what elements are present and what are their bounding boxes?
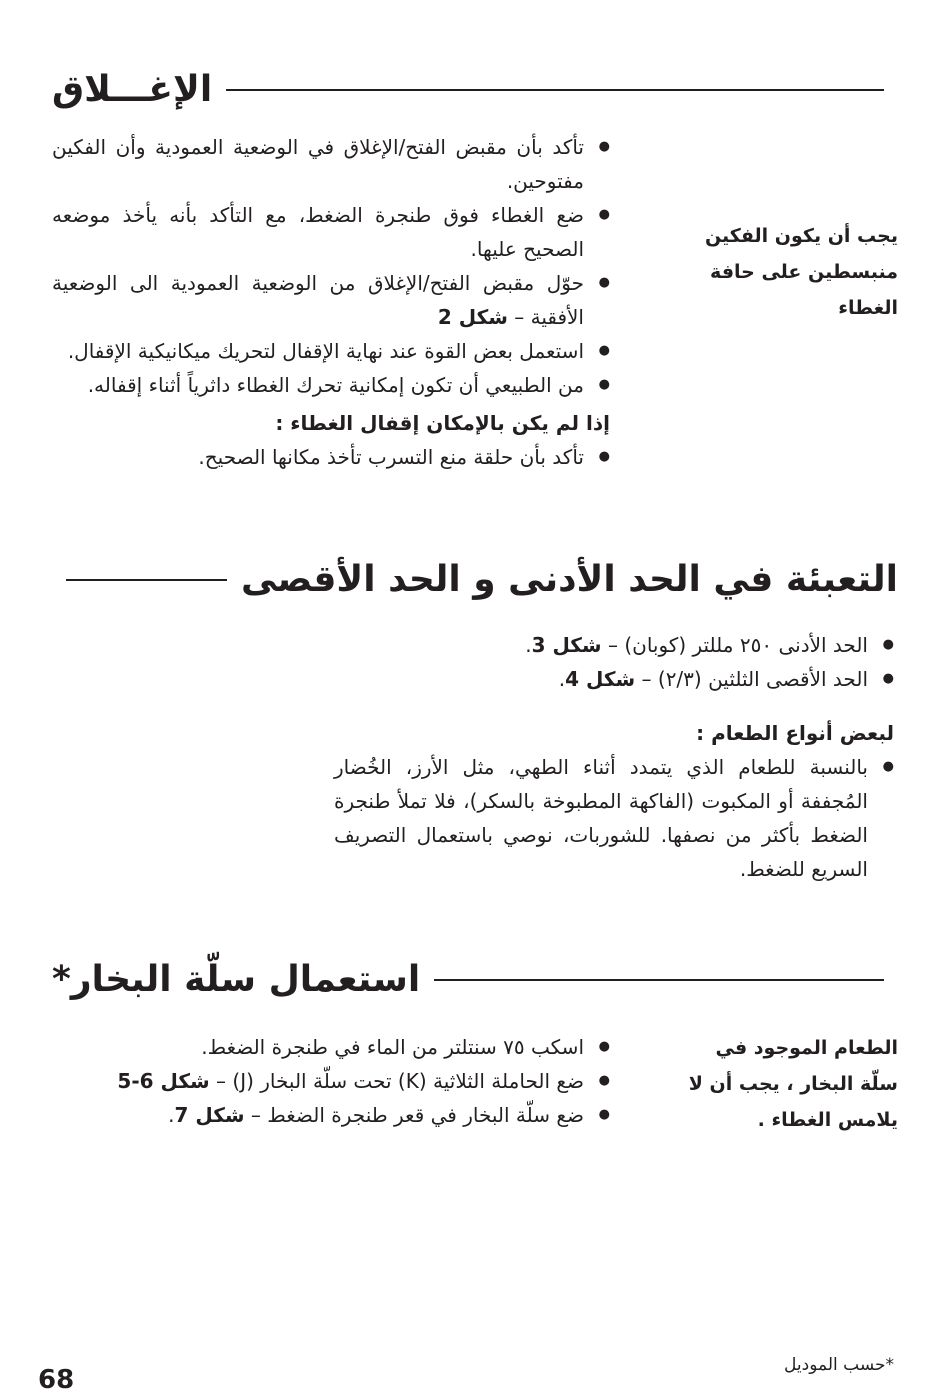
section-rule [434, 979, 884, 981]
closing-side-note: يجب أن يكون الفكين منبسطين على حافة الغطاء [704, 225, 898, 319]
closing-bullet-list-after [52, 440, 610, 474]
section-basket-header [52, 959, 898, 1000]
closing-bullet-list [52, 130, 610, 402]
list-item: ● تأكد بأن حلقة منع التسرب تأخذ مكانها الصحيح. [52, 440, 610, 474]
closing-subhead: إذا لم يكن بالإمكان إقفال الغطاء : [275, 411, 610, 435]
list-item: ● اسكب ٧٥ سنتلتر من الماء في طنجرة الضغط. [52, 1030, 610, 1064]
basket-content [52, 1030, 610, 1132]
section-basket [52, 959, 898, 1000]
filling-bullet-list [60, 628, 894, 696]
list-item: ● الحد الأدنى ٢٥٠ مللتر (كوبان) – شكل 3. [60, 628, 894, 662]
figure-ref: شكل 6-5 [117, 1069, 210, 1093]
figure-ref: شكل 4 [565, 667, 636, 691]
closing-content [52, 130, 610, 474]
list-item: ● ضع الغطاء فوق طنجرة الضغط، مع التأكد بأنه يأخذ موضعه الصحيح عليها. [52, 198, 610, 266]
section-basket-title: استعمال سلّة البخار* [52, 959, 421, 1000]
footnote: *حسب الموديل [784, 1355, 894, 1375]
list-item: ● ضع الحاملة الثلاثية (K) تحت سلّة البخار (J) – شكل 6-5 [52, 1064, 610, 1098]
list-item: ● ضع سلّة البخار في قعر طنجرة الضغط – شكل 7. [52, 1098, 610, 1132]
basket-bullet-list [52, 1030, 610, 1132]
basket-side-note: الطعام الموجود في سلّة البخار ، يجب أن لا يلامس الغطاء . [688, 1037, 898, 1131]
section-filling-title: التعبئة في الحد الأدنى و الحد الأقصى [240, 559, 898, 600]
list-item: ● بالنسبة للطعام الذي يتمدد أثناء الطهي، مثل الأرز، الخُضار المُجففة أو المكبوت (الفاكهة المطبوخة بالسكر)، فلا تملأ طنجرة الضغط بأكثر من نصفها. للشوربات، نوصي باستعمال التصريف السريع للضغط. [334, 750, 894, 886]
list-item: ● استعمل بعض القوة عند نهاية الإقفال لتحريك ميكانيكية الإقفال. [52, 334, 610, 368]
list-item: ● الحد الأقصى الثلثين (٢/٣) – شكل 4. [60, 662, 894, 696]
section-filling-header [52, 559, 898, 600]
filling-content [60, 628, 894, 886]
section-closing-title: الإغـــلاق [52, 69, 213, 110]
section-closing-header [52, 69, 898, 110]
figure-ref: شكل 3 [531, 633, 602, 657]
figure-ref: شكل 7 [174, 1103, 245, 1127]
filling-subhead: لبعض أنواع الطعام : [696, 721, 894, 745]
section-rule [226, 89, 884, 91]
section-closing [52, 69, 898, 110]
section-rule [66, 579, 227, 581]
list-item: ● تأكد بأن مقبض الفتح/الإغلاق في الوضعية العمودية وأن الفكين مفتوحين. [52, 130, 610, 198]
list-item: ● من الطبيعي أن تكون إمكانية تحرك الغطاء داثرياً أثناء إقفاله. [52, 368, 610, 402]
filling-bullet-list-after [334, 750, 894, 886]
section-filling [52, 559, 898, 600]
list-item: ● حوّل مقبض الفتح/الإغلاق من الوضعية العمودية الى الوضعية الأفقية – شكل 2 [52, 266, 610, 334]
figure-ref: شكل 2 [437, 305, 508, 329]
page-number: 68 [38, 1365, 75, 1395]
